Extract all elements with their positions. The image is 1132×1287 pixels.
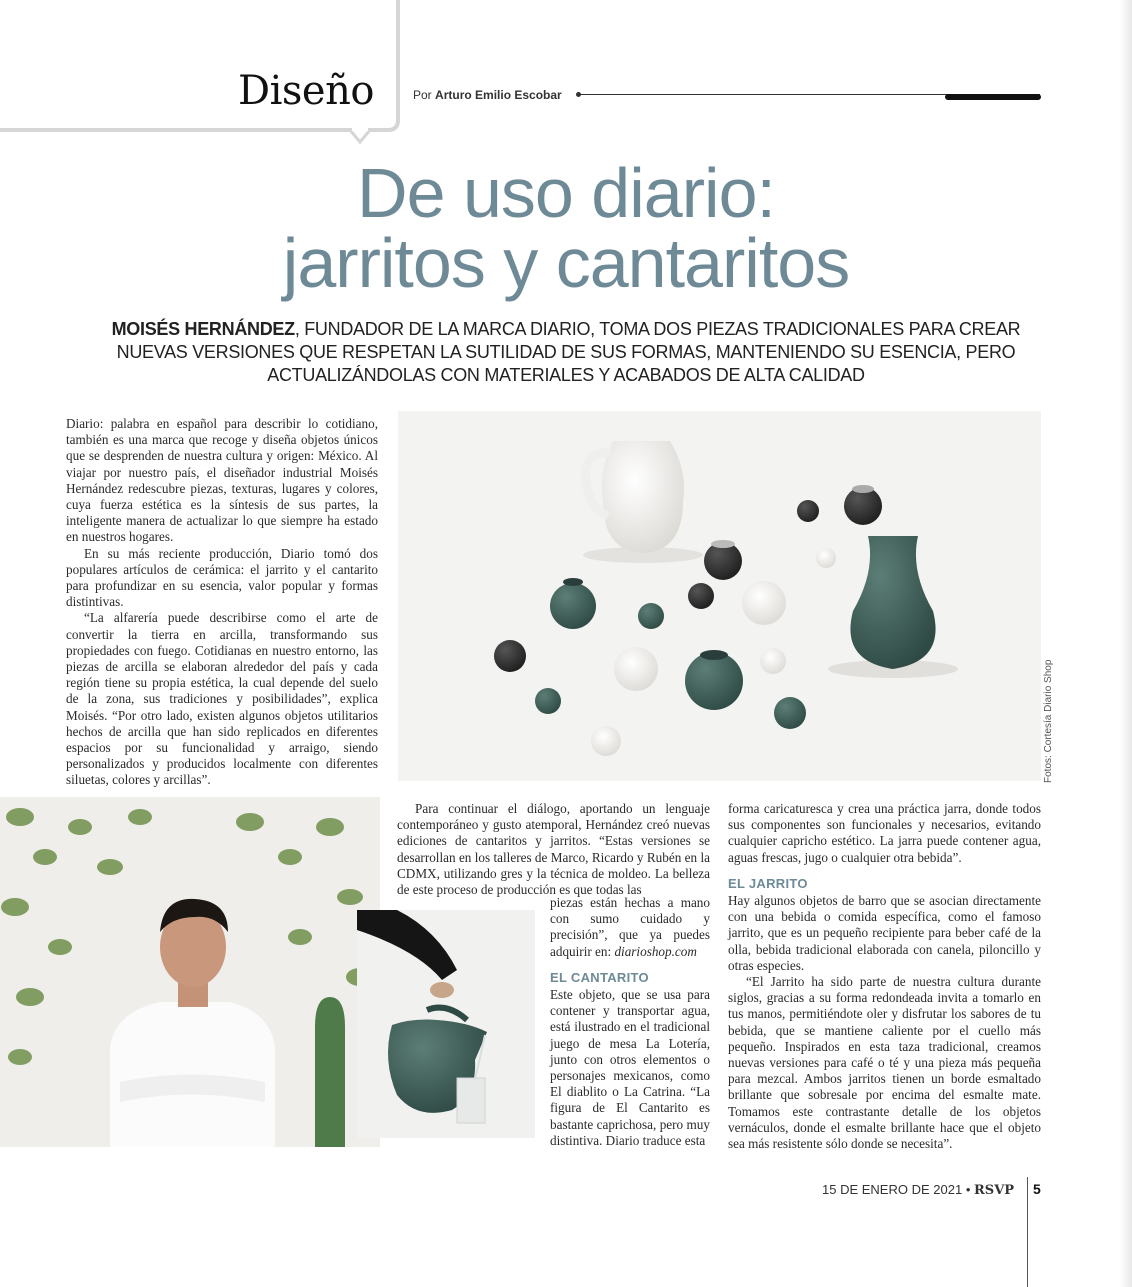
photo-credit: Fotos: Cortesía Diario Shop xyxy=(1043,659,1054,783)
paragraph: Diario: palabra en español para describir lo cotidiano, también es una marca que recoge y diseña objetos únicos que se desprenden de nuestra cultura y origen: México. Al viajar por nuestro país, el diseñador industrial Moisés Hernández redescubre piezas, texturas, lugares y colores, cuya fuerza estética es la síntesis de sus partes, la inteligente manera de actualizar lo que siempre ha estado en nuestros hogares. xyxy=(66,416,378,545)
footer-divider xyxy=(1027,1177,1028,1287)
designer-portrait-illustration xyxy=(0,797,380,1147)
subhead-cantarito: EL CANTARITO xyxy=(550,969,649,985)
subhead-jarrito: EL JARRITO xyxy=(728,875,808,891)
paragraph xyxy=(550,895,710,960)
byline xyxy=(413,88,562,102)
paragraph-text: piezas están hechas a mano con sumo cuidado y precisión”, que ya puedes adquirir en: xyxy=(550,895,710,959)
paragraph: Para continuar el diálogo, aportando un lenguaje contemporáneo y gusto atemporal, Hernández creó nuevas ediciones de cantaritos y jarritos. “Estas versiones se desarrollan en los talleres de Marco, Ricardo y Rubén en la CDMX, utilizando gres y la técnica de moldeo. La belleza de este proceso de producción es que todas las xyxy=(397,801,710,898)
paragraph: “El Jarrito ha sido parte de nuestra cultura durante siglos, gracias a su forma redondeada invita a tomarlo en tus manos, permitiéndote oler y disfrutar los sabores de tu bebida, que se mantiene caliente por el cuello más pequeño. Inspirados en esta taza tradicional, creamos nuevas versiones para café o té y una pieza más pequeña para mezcal. Ambos jarritos tienen un borde esmaltado brillante que sobresale por encima del esmalte mate. Tomamos este contrastante detalle de los objetos vernáculos, donde el esmalte brillante hace que el objeto sea más resistente sólo donde se necesita”. xyxy=(728,974,1041,1152)
deck-name: MOISÉS HERNÁNDEZ xyxy=(111,319,295,339)
page-number: 5 xyxy=(1033,1181,1041,1197)
column-2-continued xyxy=(550,895,710,1149)
headline-line-2: jarritos y cantaritos xyxy=(282,224,850,302)
ceramics-photo xyxy=(398,411,1041,781)
section-title: Diseño xyxy=(238,68,374,114)
magazine-name: RSVP xyxy=(974,1183,1015,1198)
headline-line-1: De uso diario: xyxy=(357,154,775,232)
paragraph: “La alfarería puede describirse como el arte de convertir la tierra en arcilla, transformando sus propiedades con fuego. Cotidianas en nuestro entorno, las piezas de arcilla se elaboran alrededor del país y cada región tiene su propia estética, la cual depende del suelo de la zona, sus tradiciones y posibilidades”, explica Moisés. “Por otro lado, existen algunos objetos utilitarios hechos de arcilla que han sido replicados en diferentes espacios por su funcionalidad y arraigo, siendo personalizados y producidos localmente con diferentes siluetas, colores y arcillas”. xyxy=(66,610,378,788)
paragraph: Este objeto, que se usa para contener y transportar agua, está ilustrado en el tradicional juego de mesa La Lotería, junto con otros elementos o personajes mexicanos, como El diablito o La Catrina. “La figura de El Cantarito es bastante caprichosa, pero muy distintiva. Diario traduce esta xyxy=(550,987,710,1148)
shop-link[interactable]: diarioshop.com xyxy=(614,943,697,959)
column-3 xyxy=(728,801,1041,1152)
issue-date: 15 DE ENERO DE 2021 xyxy=(822,1182,963,1197)
pitcher-pouring-photo xyxy=(357,910,535,1138)
page-footer xyxy=(822,1182,1014,1198)
deck-text: , FUNDADOR DE LA MARCA DIARIO, TOMA DOS PIEZAS TRADICIONALES PARA CREAR NUEVAS VERSIONES QUE RESPETAN LA SUTILIDAD DE SUS FORMAS, MANTENIENDO SU ESENCIA, PERO ACTUALIZÁNDOLAS CON MATERIALES Y ACABADOS DE ALTA CALIDAD xyxy=(116,319,1021,385)
ceramics-illustration xyxy=(398,411,1041,781)
byline-rule-accent xyxy=(945,94,1041,100)
designer-portrait-photo xyxy=(0,797,380,1147)
pitcher-pouring-illustration xyxy=(357,910,535,1138)
column-2 xyxy=(397,801,710,898)
paragraph: En su más reciente producción, Diario tomó dos populares artículos de cerámica: el jarrito y el cantarito para profundizar en su esencia, valor popular y formas distintivas. xyxy=(66,545,378,610)
page-edge-shadow xyxy=(1120,0,1132,1287)
byline-author: Arturo Emilio Escobar xyxy=(435,88,562,102)
paragraph: Hay algunos objetos de barro que se asocian directamente con una bebida o comida específica, como el famoso jarrito, que es un pequeño recipiente para beber café de la olla, bebida tradicional elaborada con canela, piloncillo y otras especies. xyxy=(728,893,1041,973)
paragraph: forma caricaturesca y crea una práctica jarra, donde todos sus componentes son funcionales y necesarios, evitando cualquier capricho estético. La jarra puede contener agua, aguas frescas, jugo o cualquier otra bebida”. xyxy=(728,801,1041,865)
deck xyxy=(100,318,1032,387)
footer-bullet: • xyxy=(965,1182,971,1197)
column-1 xyxy=(66,416,378,789)
byline-prefix: Por xyxy=(413,88,432,102)
